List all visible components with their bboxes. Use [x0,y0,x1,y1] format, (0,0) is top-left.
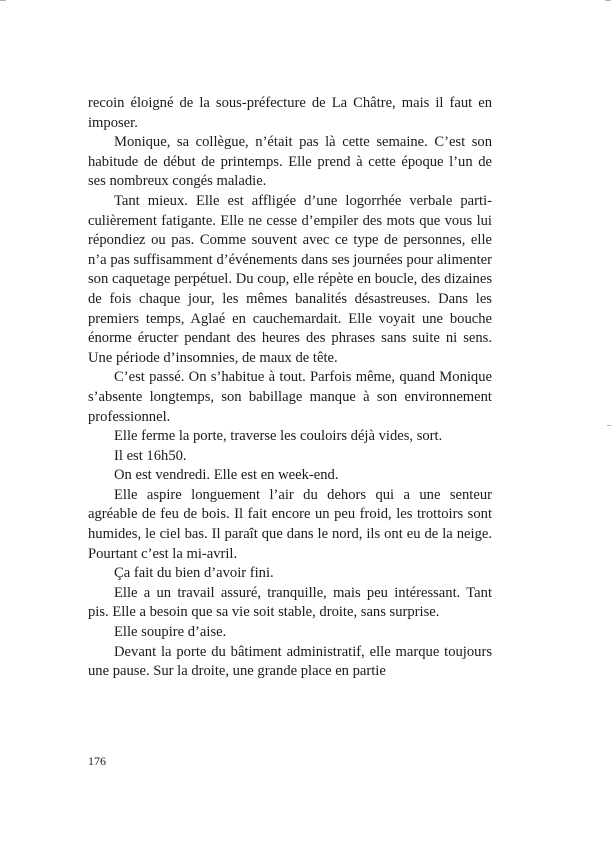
page-number: 176 [88,754,106,768]
body-text [88,94,492,682]
paragraph-3: Tant mieux. Elle est affligée d’une logorrhée verbale particulièrement fatigante. Elle ne cesse d’empiler des mots que vous lui répondiez ou pas. Comme souvent avec ce type de personnes, elle n’a pas suffisamment d’événements dans ses journées pour alimenter son caquetage perpétuel. Du coup, elle répète en boucle, des dizaines de fois chaque jour, les mêmes banalités désastreuses. Dans les premiers temps, Aglaé en cauchemardait. Elle voyait une bouche énorme éructer pendant des heures des phrases sans suite ni sens. Une période d’insomnies, de maux de tête. [88,192,492,366]
paragraph-2: Monique, sa collègue, n’était pas là cette semaine. C’est son habitude de début de printemps. Elle prend à cette époque l’un de ses nombreux congés maladie. [88,134,492,190]
crop-mark-top-right [605,0,611,1]
paragraph-12: Devant la porte du bâtiment administratif, elle marque toujours une pause. Sur la droite, une grande place en partie [88,643,492,680]
paragraph-9: Ça fait du bien d’avoir fini. [114,565,274,582]
paragraph-8: Elle aspire longuement l’air du dehors qui a une senteur agréable de feu de bois. Il fait encore un peu froid, les trottoirs sont humides, le ciel bas. Il paraît que dans le nord, ils ont eu de la neige. Pourtant c’est la mi-avril. [88,486,492,562]
paragraph-1: recoin éloigné de la sous-préfecture de La Châtre, mais il faut en imposer. [88,95,492,131]
paragraph-7: On est vendredi. Elle est en week-end. [114,467,339,484]
paragraph-4: C’est passé. On s’habitue à tout. Parfois même, quand Monique s’absente longtemps, son babillage manque à son environnement professionnel. [88,369,492,425]
paragraph-6: Il est 16h50. [114,447,187,464]
crop-mark-top-left [0,0,6,1]
paragraph-11: Elle soupire d’aise. [114,624,227,641]
paragraph-5: Elle ferme la porte, traverse les couloirs déjà vides, sort. [114,428,443,445]
paragraph-10: Elle a un travail assuré, tranquille, mais peu intéressant. Tant pis. Elle a besoin que sa vie soit stable, droite, sans surprise. [88,584,492,621]
crop-mark-right-middle [607,425,611,426]
